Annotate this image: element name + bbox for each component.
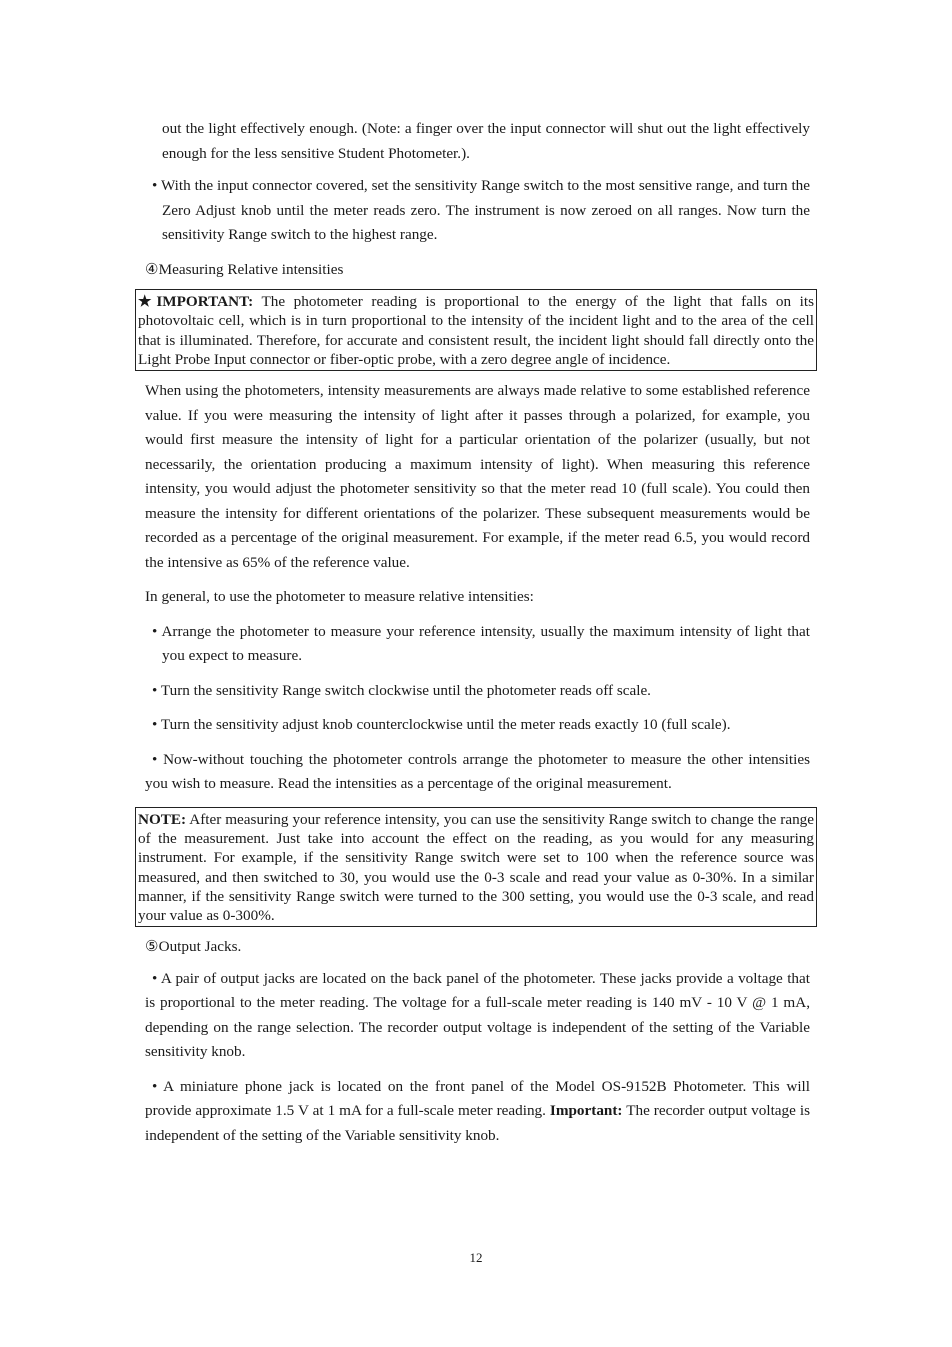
step-text: Turn the sensitivity adjust knob counterclockwise until the meter reads exactly 10 (full scale). bbox=[160, 716, 731, 734]
step-item bbox=[145, 679, 810, 704]
important-box bbox=[135, 289, 817, 371]
important-label: ★IMPORTANT: bbox=[138, 293, 254, 310]
bullet-glyph: • bbox=[152, 969, 158, 987]
zeroing-bullet bbox=[145, 174, 810, 248]
bullet-glyph: • bbox=[152, 716, 158, 734]
general-paragraph: In general, to use the photometer to measure relative intensities: bbox=[145, 588, 534, 606]
phone-jack-text: A miniature phone jack is located on the front panel of the Model OS-9152B Photometer. This will provide approximate 1.5 V at 1 mA for a full-scale meter reading. bbox=[145, 1077, 810, 1120]
phone-jack-text-end: The recorder output voltage is independent of the setting of the Variable sensitivity knob. bbox=[145, 1102, 810, 1144]
bullet-glyph: • bbox=[152, 622, 158, 640]
document-page bbox=[138, 117, 814, 1158]
step-text: Turn the sensitivity Range switch clockwise until the photometer reads off scale. bbox=[160, 681, 651, 699]
note-label: NOTE: bbox=[138, 810, 187, 828]
important-text: The photometer reading is proportional to the energy of the light that falls on its photovoltaic cell, which is in turn proportional to the intensity of the incident light and to the area of the cell that is illuminated. Therefore, for accurate and consistent result, the incident light should fall directly onto the Light Probe Input connector or fiber-optic probe, with a zero degree angle of incidence. bbox=[138, 293, 814, 368]
note-box bbox=[135, 807, 817, 928]
phone-jack-bullet bbox=[145, 1075, 810, 1149]
page-number: 12 bbox=[469, 1250, 483, 1265]
section-heading-measuring: ④Measuring Relative intensities bbox=[145, 260, 344, 278]
reference-paragraph: When using the photometers, intensity measurements are always made relative to some established reference value. If you were measuring the intensity of light after it passes through a polarized, for example, you would first measure the intensity of light for a particular orientation of the polarizer (usually, but not necessarily, the orientation producing a maximum intensity of light). When measuring this reference intensity, you would adjust the photometer sensitivity so that the meter read 10 (full scale). You could then measure the intensity for different orientations of the polarizer. These subsequent measurements would be recorded as a percentage of the original measurement. For example, if the meter read 6.5, you would record the intensive as 65% of the reference value. bbox=[145, 382, 810, 571]
bullet-glyph: • bbox=[152, 1077, 158, 1095]
note-text: After measuring your reference intensity, you can use the sensitivity Range switch to change the range of the measurement. Just take into account the effect on the reading, as you would for any measuring instrument. For example, if the sensitivity Range switch were set to 100 when the reference source was measured, and then switched to 30, you would use the 0-3 scale and read your value as 0-30%. In a similar manner, if the sensitivity Range switch were turned to the 300 setting, you would use the 0-3 scale, and read your value as 0-300%. bbox=[138, 810, 814, 925]
bullet-glyph: • bbox=[152, 177, 158, 194]
bullet-glyph: • bbox=[152, 681, 158, 699]
output-jacks-bullet bbox=[145, 967, 810, 1065]
output-jacks-text: A pair of output jacks are located on the back panel of the photometer. These jacks provide a voltage that is proportional to the meter reading. The voltage for a full-scale meter reading is 140 mV - 10 V @ 1 mA, depending on the range selection. The recorder output voltage is independent of the setting of the Variable sensitivity knob. bbox=[145, 969, 810, 1061]
section-heading-output-jacks: ⑤Output Jacks. bbox=[145, 938, 242, 956]
bullet-glyph: • bbox=[152, 750, 158, 768]
continuation-paragraph: out the light effectively enough. (Note: a finger over the input connector will shut out the light effectively enough for the less sensitive Student Photometer.). bbox=[162, 120, 810, 162]
step-item bbox=[145, 620, 810, 669]
step-text: Arrange the photometer to measure your reference intensity, usually the maximum intensity of light that you expect to measure. bbox=[161, 622, 810, 665]
step-item bbox=[145, 748, 810, 797]
zeroing-bullet-text: With the input connector covered, set the sensitivity Range switch to the most sensitive range, and turn the Zero Adjust knob until the meter reads zero. The instrument is now zeroed on all ranges. Now turn the sensitivity Range switch to the highest range. bbox=[160, 177, 810, 243]
step-text: Now-without touching the photometer controls arrange the photometer to measure the other intensities you wish to measure. Read the intensities as a percentage of the original measurement. bbox=[145, 750, 810, 793]
step-item bbox=[145, 713, 810, 738]
important-inline-label: Important: bbox=[549, 1102, 623, 1120]
